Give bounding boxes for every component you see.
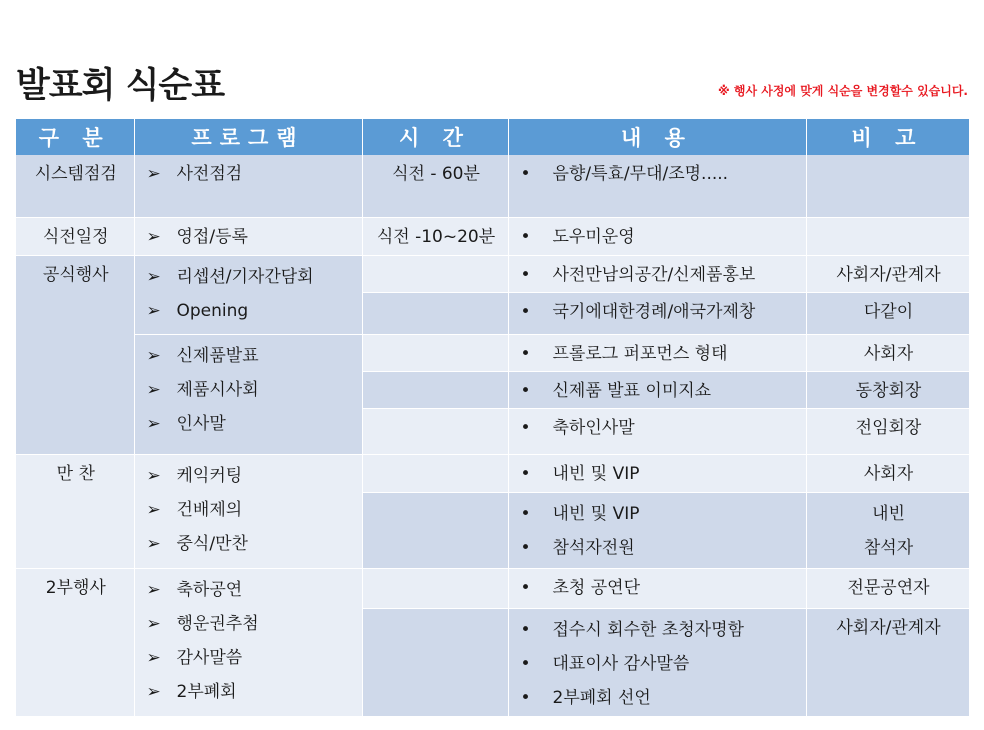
program-item: 리셉션/기자간담회 — [176, 266, 314, 287]
bullet-icon: • — [520, 503, 531, 524]
remarks-cell: 사회자/관계자 — [806, 608, 969, 716]
content-item: 도우미운영 — [552, 226, 635, 247]
time-cell — [362, 492, 508, 568]
header-remarks: 비 고 — [806, 119, 969, 155]
remarks-cell: 동창회장 — [806, 371, 969, 408]
content-cell — [508, 608, 806, 716]
arrow-icon: ➢ — [146, 226, 161, 247]
content-item: 접수시 회수한 초청자명함 — [552, 619, 744, 640]
schedule-table — [16, 119, 970, 717]
table-row — [16, 454, 969, 492]
time-cell — [362, 608, 508, 716]
content-cell — [508, 292, 806, 334]
arrow-icon: ➢ — [146, 647, 161, 668]
program-item-row — [141, 493, 358, 527]
time-cell — [362, 334, 508, 371]
time-cell: 식전 -10~20분 — [362, 217, 508, 255]
time-cell: 식전 - 60분 — [362, 155, 508, 217]
program-item: 인사말 — [176, 413, 226, 434]
bullet-icon: • — [520, 226, 531, 247]
bullet-icon: • — [520, 264, 531, 285]
bullet-icon: • — [520, 417, 531, 438]
bullet-icon: • — [520, 380, 531, 401]
table-row — [16, 155, 969, 217]
arrow-icon: ➢ — [146, 533, 161, 554]
remarks-item: 내빈 — [872, 503, 905, 524]
table-row — [16, 334, 969, 371]
content-item: 2부폐회 선언 — [552, 687, 651, 708]
remarks-cell — [806, 492, 969, 568]
content-item: 음향/특효/무대/조명..... — [552, 164, 729, 184]
program-item-row — [141, 607, 358, 641]
program-cell — [134, 155, 362, 217]
content-cell — [508, 492, 806, 568]
bullet-icon: • — [520, 577, 531, 598]
content-item: 내빈 및 VIP — [552, 463, 640, 484]
program-item: 건배제의 — [176, 499, 243, 520]
category-cell: 2부행사 — [16, 568, 134, 716]
time-cell — [362, 292, 508, 334]
content-item: 대표이사 감사말씀 — [552, 653, 690, 674]
header-program: 프로그램 — [134, 119, 362, 155]
table-row — [16, 255, 969, 292]
program-item: 영접/등록 — [176, 226, 248, 247]
program-item-row — [141, 675, 358, 709]
program-item: 감사말씀 — [176, 647, 243, 668]
content-item: 초청 공연단 — [552, 577, 641, 598]
category-cell: 시스템점검 — [16, 155, 134, 217]
program-cell — [134, 568, 362, 716]
category-cell: 만 찬 — [16, 454, 134, 568]
program-cell — [134, 217, 362, 255]
bullet-icon: • — [520, 653, 531, 674]
program-item-row — [141, 294, 358, 328]
remarks-cell: 다같이 — [806, 292, 969, 334]
page-title: 발표회 식순표 — [16, 66, 225, 106]
remarks-cell: 사회자 — [806, 454, 969, 492]
bullet-icon: • — [520, 619, 531, 640]
program-item: 제품시사회 — [176, 379, 259, 400]
content-item: 참석자전원 — [552, 537, 635, 558]
arrow-icon: ➢ — [146, 579, 161, 600]
remarks-cell: 전임회장 — [806, 408, 969, 454]
program-item-row — [141, 339, 358, 373]
content-item: 축하인사말 — [552, 417, 635, 438]
program-item-row — [141, 641, 358, 675]
content-cell — [508, 255, 806, 292]
program-item: Opening — [176, 300, 249, 321]
arrow-icon: ➢ — [146, 413, 161, 434]
header-time: 시 간 — [362, 119, 508, 155]
remarks-cell — [806, 217, 969, 255]
program-cell — [134, 334, 362, 454]
remarks-cell: 사회자/관계자 — [806, 255, 969, 292]
time-cell — [362, 408, 508, 454]
arrow-icon: ➢ — [146, 379, 161, 400]
arrow-icon: ➢ — [146, 613, 161, 634]
bullet-icon: • — [520, 164, 531, 184]
time-cell — [362, 255, 508, 292]
remarks-cell — [806, 155, 969, 217]
program-cell — [134, 255, 362, 334]
content-item: 내빈 및 VIP — [552, 503, 640, 524]
time-cell — [362, 454, 508, 492]
content-cell — [508, 371, 806, 408]
arrow-icon: ➢ — [146, 164, 161, 184]
content-cell — [508, 408, 806, 454]
header-category: 구 분 — [16, 119, 134, 155]
change-notice: ※ 행사 사정에 맞게 식순을 변경할수 있습니다. — [718, 84, 968, 98]
time-cell — [362, 568, 508, 608]
content-item: 프롤로그 퍼포먼스 형태 — [552, 343, 728, 364]
arrow-icon: ➢ — [146, 266, 161, 287]
program-item: 행운권추첨 — [176, 613, 259, 634]
arrow-icon: ➢ — [146, 681, 161, 702]
program-item: 축하공연 — [176, 579, 243, 600]
arrow-icon: ➢ — [146, 465, 161, 486]
content-cell — [508, 217, 806, 255]
table-row — [16, 568, 969, 608]
program-item-row — [141, 373, 358, 407]
content-cell — [508, 334, 806, 371]
program-item-row — [141, 260, 358, 294]
program-item: 2부폐회 — [176, 681, 237, 702]
category-cell: 공식행사 — [16, 255, 134, 454]
remarks-cell: 전문공연자 — [806, 568, 969, 608]
program-item-row — [141, 573, 358, 607]
arrow-icon: ➢ — [146, 345, 161, 366]
content-cell — [508, 568, 806, 608]
bullet-icon: • — [520, 301, 531, 322]
header-content: 내 용 — [508, 119, 806, 155]
program-item: 중식/만찬 — [176, 533, 248, 554]
program-item-row — [141, 527, 358, 561]
content-item: 국기에대한경례/애국가제창 — [552, 301, 756, 322]
remarks-cell: 사회자 — [806, 334, 969, 371]
bullet-icon: • — [520, 537, 531, 558]
program-cell — [134, 454, 362, 568]
program-item: 케익커팅 — [176, 465, 243, 486]
content-item: 신제품 발표 이미지쇼 — [552, 380, 712, 401]
table-row — [16, 217, 969, 255]
bullet-icon: • — [520, 343, 531, 364]
program-item: 신제품발표 — [176, 345, 259, 366]
content-cell — [508, 454, 806, 492]
bullet-icon: • — [520, 687, 531, 708]
program-item-row — [141, 459, 358, 493]
content-cell — [508, 155, 806, 217]
table-header-row — [16, 119, 969, 155]
arrow-icon: ➢ — [146, 499, 161, 520]
program-item-row — [141, 407, 358, 441]
time-cell — [362, 371, 508, 408]
bullet-icon: • — [520, 463, 531, 484]
program-item: 사전점검 — [176, 164, 243, 184]
remarks-item: 참석자 — [863, 537, 914, 558]
content-item: 사전만남의공간/신제품홍보 — [552, 264, 756, 285]
arrow-icon: ➢ — [146, 300, 161, 321]
category-cell: 식전일정 — [16, 217, 134, 255]
